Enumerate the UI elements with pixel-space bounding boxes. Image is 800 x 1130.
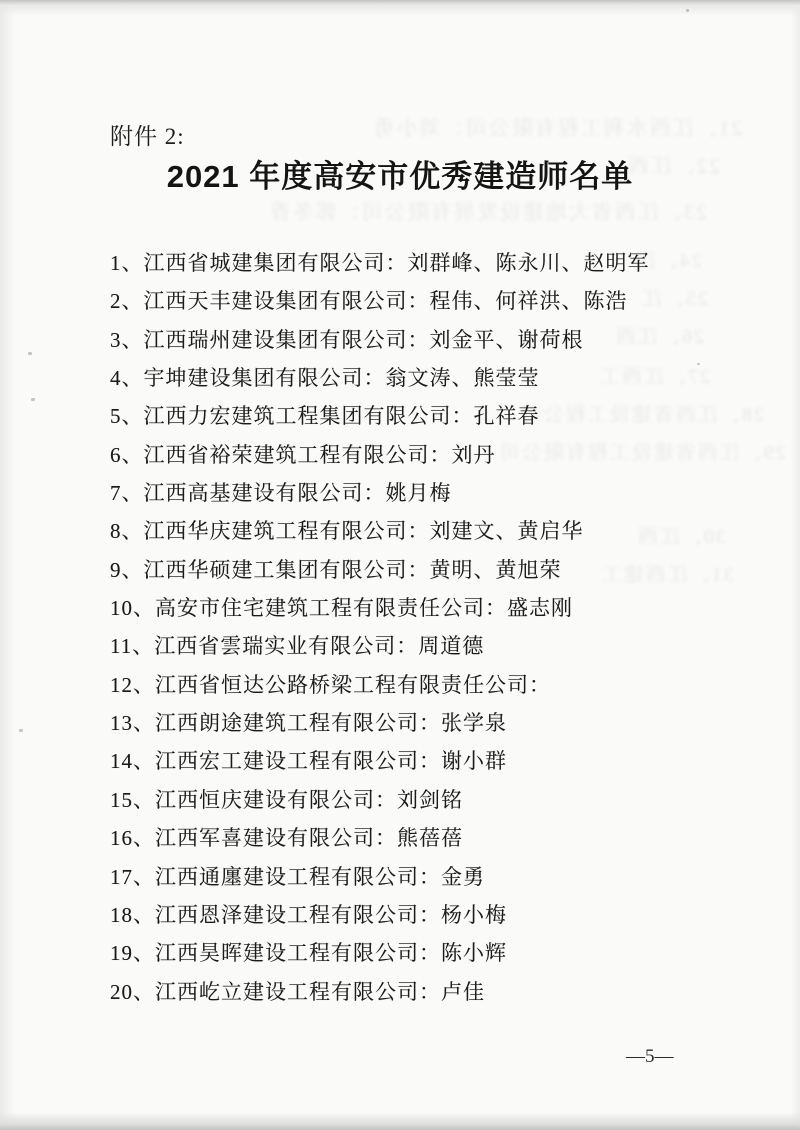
- list-item-1: 1、江西省城建集团有限公司：刘群峰、陈永川、赵明军: [110, 251, 650, 275]
- scan-speck: [697, 363, 700, 365]
- builder-award-list: [110, 244, 650, 1011]
- bleedthrough-text-0: 21、江西水利工程有限公司：刘小勇: [372, 116, 742, 140]
- scan-speck: [28, 352, 32, 355]
- document-title: 2021 年度高安市优秀建造师名单: [166, 159, 634, 194]
- bleedthrough-text-6: 27、江西工: [598, 366, 710, 388]
- bleedthrough-text-3: 24、江: [634, 250, 702, 272]
- bleedthrough-text-10: 31、江西建工: [600, 564, 734, 586]
- page-number: —5—: [626, 1046, 674, 1067]
- list-item-10: 10、高安市住宅建筑工程有限责任公司：盛志刚: [110, 596, 573, 621]
- bleedthrough-text-9: 30、江西: [636, 526, 726, 548]
- list-item-14: 14、江西宏工建设工程有限公司：谢小群: [110, 749, 507, 774]
- list-item-2: 2、江西天丰建设集团有限公司：程伟、何祥洪、陈浩: [110, 289, 628, 314]
- bleedthrough-text-1: 22、江西: [626, 154, 720, 178]
- list-item-8: 8、江西华庆建筑工程有限公司：刘建文、黄启华: [110, 519, 584, 544]
- list-item-16: 16、江西军喜建设有限公司：熊蓓蓓: [110, 826, 463, 851]
- list-item-18: 18、江西恩泽建设工程有限公司：杨小梅: [110, 902, 507, 927]
- list-item-3: 3、江西瑞州建设集团有限公司：刘金平、谢荷根: [110, 327, 584, 352]
- bleedthrough-text-2: 23、江西省大地建设发展有限公司：郭冬香: [268, 200, 707, 224]
- scan-speck: [686, 9, 689, 12]
- list-item-20: 20、江西屹立建设工程有限公司：卢佳: [110, 979, 485, 1004]
- list-item-13: 13、江西朗途建筑工程有限公司：张学泉: [110, 711, 507, 736]
- list-item-6: 6、江西省裕荣建筑工程有限公司：刘丹: [110, 442, 496, 467]
- list-item-12: 12、江西省恒达公路桥梁工程有限责任公司：: [110, 672, 551, 697]
- attachment-label: 附件 2:: [110, 124, 185, 149]
- bleedthrough-text-4: 25、江: [640, 288, 708, 310]
- list-item-5: 5、江西力宏建筑工程集团有限公司：孔祥春: [110, 404, 540, 429]
- bleedthrough-text-7: 28、江西省建设工程公司: [520, 404, 764, 426]
- list-item-7: 7、江西高基建设有限公司：姚月梅: [110, 481, 452, 506]
- list-item-19: 19、江西昊晖建设工程有限公司：陈小辉: [110, 941, 507, 966]
- list-item-9: 9、江西华硕建工集团有限公司：黄明、黄旭荣: [110, 557, 562, 582]
- list-item-17: 17、江西通廛建设工程有限公司：金勇: [110, 864, 485, 889]
- list-item-15: 15、江西恒庆建设有限公司：刘剑铭: [110, 787, 463, 812]
- list-item-4: 4、宇坤建设集团有限公司：翁文涛、熊莹莹: [110, 366, 540, 391]
- bleedthrough-text-5: 26、江西: [614, 326, 704, 348]
- scan-speck: [31, 398, 35, 401]
- bleedthrough-text-8: 29、江西省建设工程有限公司: [498, 442, 786, 464]
- list-item-11: 11、江西省雲瑞实业有限公司：周道德: [110, 634, 485, 659]
- scan-speck: [19, 729, 23, 732]
